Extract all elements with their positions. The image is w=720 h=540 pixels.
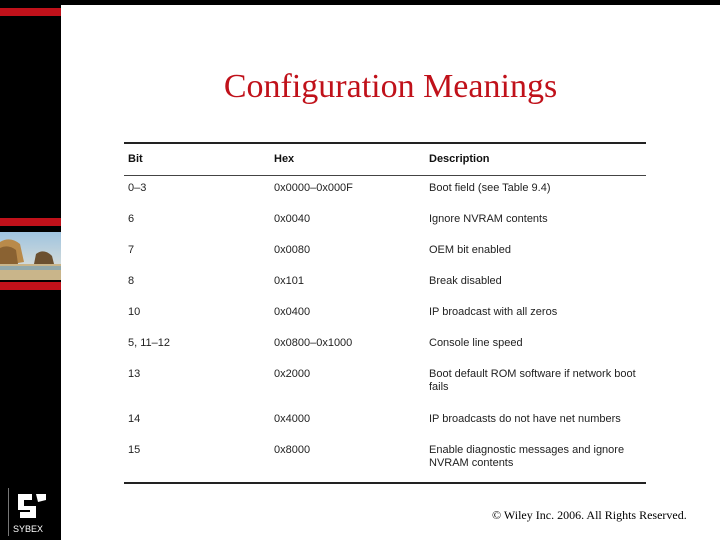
- table-row: [124, 362, 646, 407]
- cell-hex: 0x2000: [274, 367, 311, 380]
- cell-description: Enable diagnostic messages and ignore NVRAM contents: [429, 443, 625, 469]
- table-row: [124, 269, 646, 300]
- cell-bit: 8: [128, 274, 135, 287]
- cell-description: IP broadcast with all zeros: [429, 305, 558, 318]
- table-row: [124, 176, 646, 207]
- cell-description: Boot default ROM software if network boot fails: [429, 367, 636, 393]
- cell-hex: 0x101: [274, 274, 304, 287]
- cell-description: Break disabled: [429, 274, 502, 287]
- configuration-table: [124, 142, 646, 484]
- table-row: [124, 331, 646, 362]
- cell-hex: 0x0000–0x000F: [274, 182, 353, 194]
- table-row: [124, 238, 646, 269]
- cell-bit: 14: [128, 412, 141, 425]
- cell-bit: 5, 11–12: [128, 336, 171, 349]
- top-rule: [61, 0, 720, 5]
- cell-hex: 0x0800–0x1000: [274, 336, 353, 349]
- cell-hex: 0x8000: [274, 443, 311, 456]
- sidebar-red-band-upper: [0, 218, 61, 226]
- cell-bit: 13: [128, 367, 141, 380]
- cell-hex: 0x4000: [274, 412, 311, 425]
- cell-description: Boot field (see Table 9.4): [429, 182, 551, 194]
- sidebar-red-band-lower: [0, 282, 61, 290]
- cell-description: OEM bit enabled: [429, 243, 511, 256]
- header-description: Description: [429, 153, 490, 165]
- cell-bit: 6: [128, 212, 135, 225]
- cell-hex: 0x0080: [274, 243, 311, 256]
- header-hex: Hex: [274, 153, 295, 165]
- cell-description: Console line speed: [429, 336, 523, 349]
- cell-bit: 15: [128, 443, 141, 456]
- cell-bit: 7: [128, 243, 135, 256]
- header-bit: Bit: [128, 153, 143, 165]
- cell-description: IP broadcasts do not have net numbers: [429, 412, 621, 425]
- logo-text: SYBEX: [13, 524, 44, 534]
- sidebar-red-band-top: [0, 8, 61, 16]
- cell-bit: 0–3: [128, 182, 147, 194]
- table-row: [124, 438, 646, 483]
- coastline-photo: [0, 232, 61, 280]
- slide-title: Configuration Meanings: [223, 68, 558, 105]
- table-row: [124, 407, 646, 438]
- copyright-footer: © Wiley Inc. 2006. All Rights Reserved.: [492, 508, 687, 522]
- table-header-row: [124, 143, 646, 176]
- table-row: [124, 207, 646, 238]
- sybex-logo-mark-icon: [9, 488, 55, 522]
- cell-description: Ignore NVRAM contents: [429, 212, 548, 225]
- cell-bit: 10: [128, 305, 141, 318]
- cell-hex: 0x0400: [274, 305, 311, 318]
- table-row: [124, 300, 646, 331]
- cell-hex: 0x0040: [274, 212, 311, 225]
